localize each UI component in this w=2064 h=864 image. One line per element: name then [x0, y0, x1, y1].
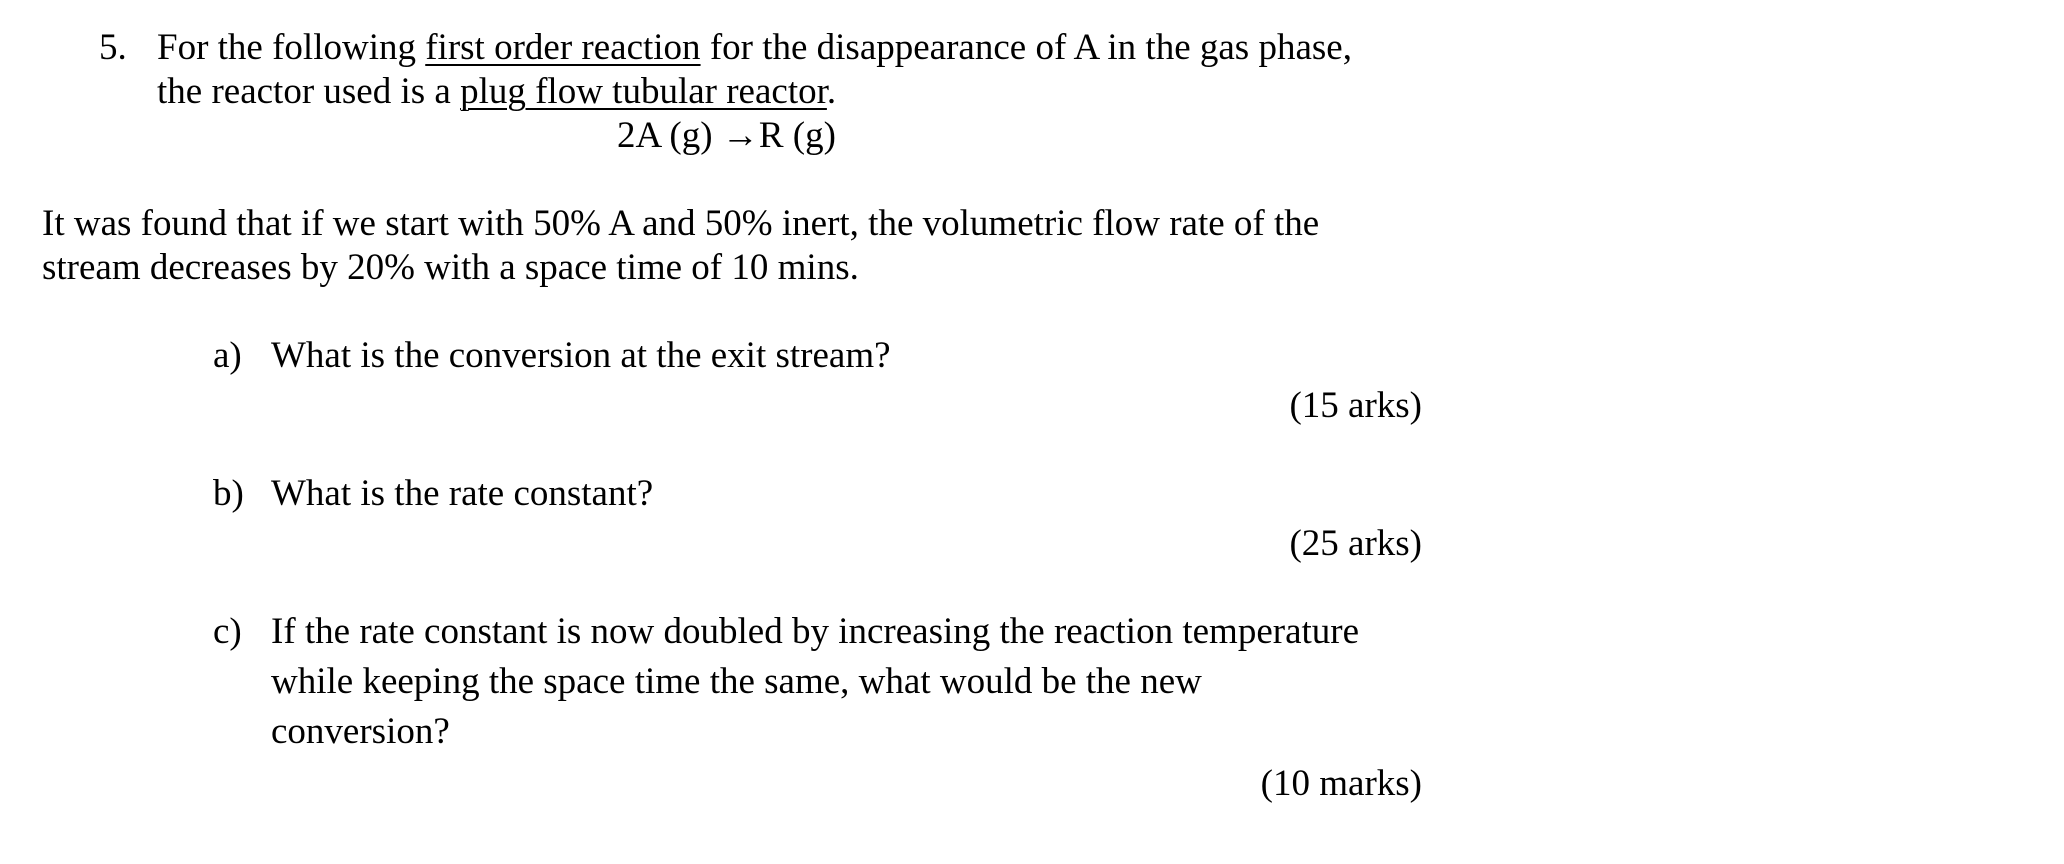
- part-b-marks: (25 arks): [1289, 523, 1422, 564]
- question-line-2: [157, 70, 836, 114]
- underlined-plug-flow-tubular-reactor: plug flow tubular reactor: [460, 71, 827, 112]
- question-number: 5.: [99, 27, 127, 68]
- paragraph-line-2: stream decreases by 20% with a space time of 10 mins.: [42, 247, 859, 288]
- question-line-2-prefix: the reactor used is a: [157, 71, 461, 112]
- part-c-text-line-2: while keeping the space time the same, what would be the new: [271, 661, 1202, 702]
- part-c-text-line-3: conversion?: [271, 711, 450, 752]
- question-line-1-prefix: For the following: [157, 27, 426, 68]
- part-a-text: What is the conversion at the exit stream?: [271, 335, 891, 376]
- question-line-1: [157, 26, 1352, 70]
- part-c-text-line-1: If the rate constant is now doubled by increasing the reaction temperature: [271, 611, 1360, 652]
- question-line-2-suffix: .: [826, 71, 837, 112]
- part-a-marks: (15 arks): [1289, 385, 1422, 426]
- part-b-label: b): [213, 473, 244, 514]
- part-c-marks: (10 marks): [1260, 763, 1422, 804]
- underlined-first-order-reaction: first order reaction: [425, 27, 701, 68]
- question-line-1-suffix: for the disappearance of A in the gas phase,: [700, 27, 1352, 68]
- reaction-equation: 2A (g) →R (g): [617, 115, 836, 156]
- part-b-text: What is the rate constant?: [271, 473, 654, 514]
- part-a-label: a): [213, 335, 242, 376]
- part-c-label: c): [213, 611, 242, 652]
- paragraph-line-1: It was found that if we start with 50% A and 50% inert, the volumetric flow rate of the: [42, 203, 1320, 244]
